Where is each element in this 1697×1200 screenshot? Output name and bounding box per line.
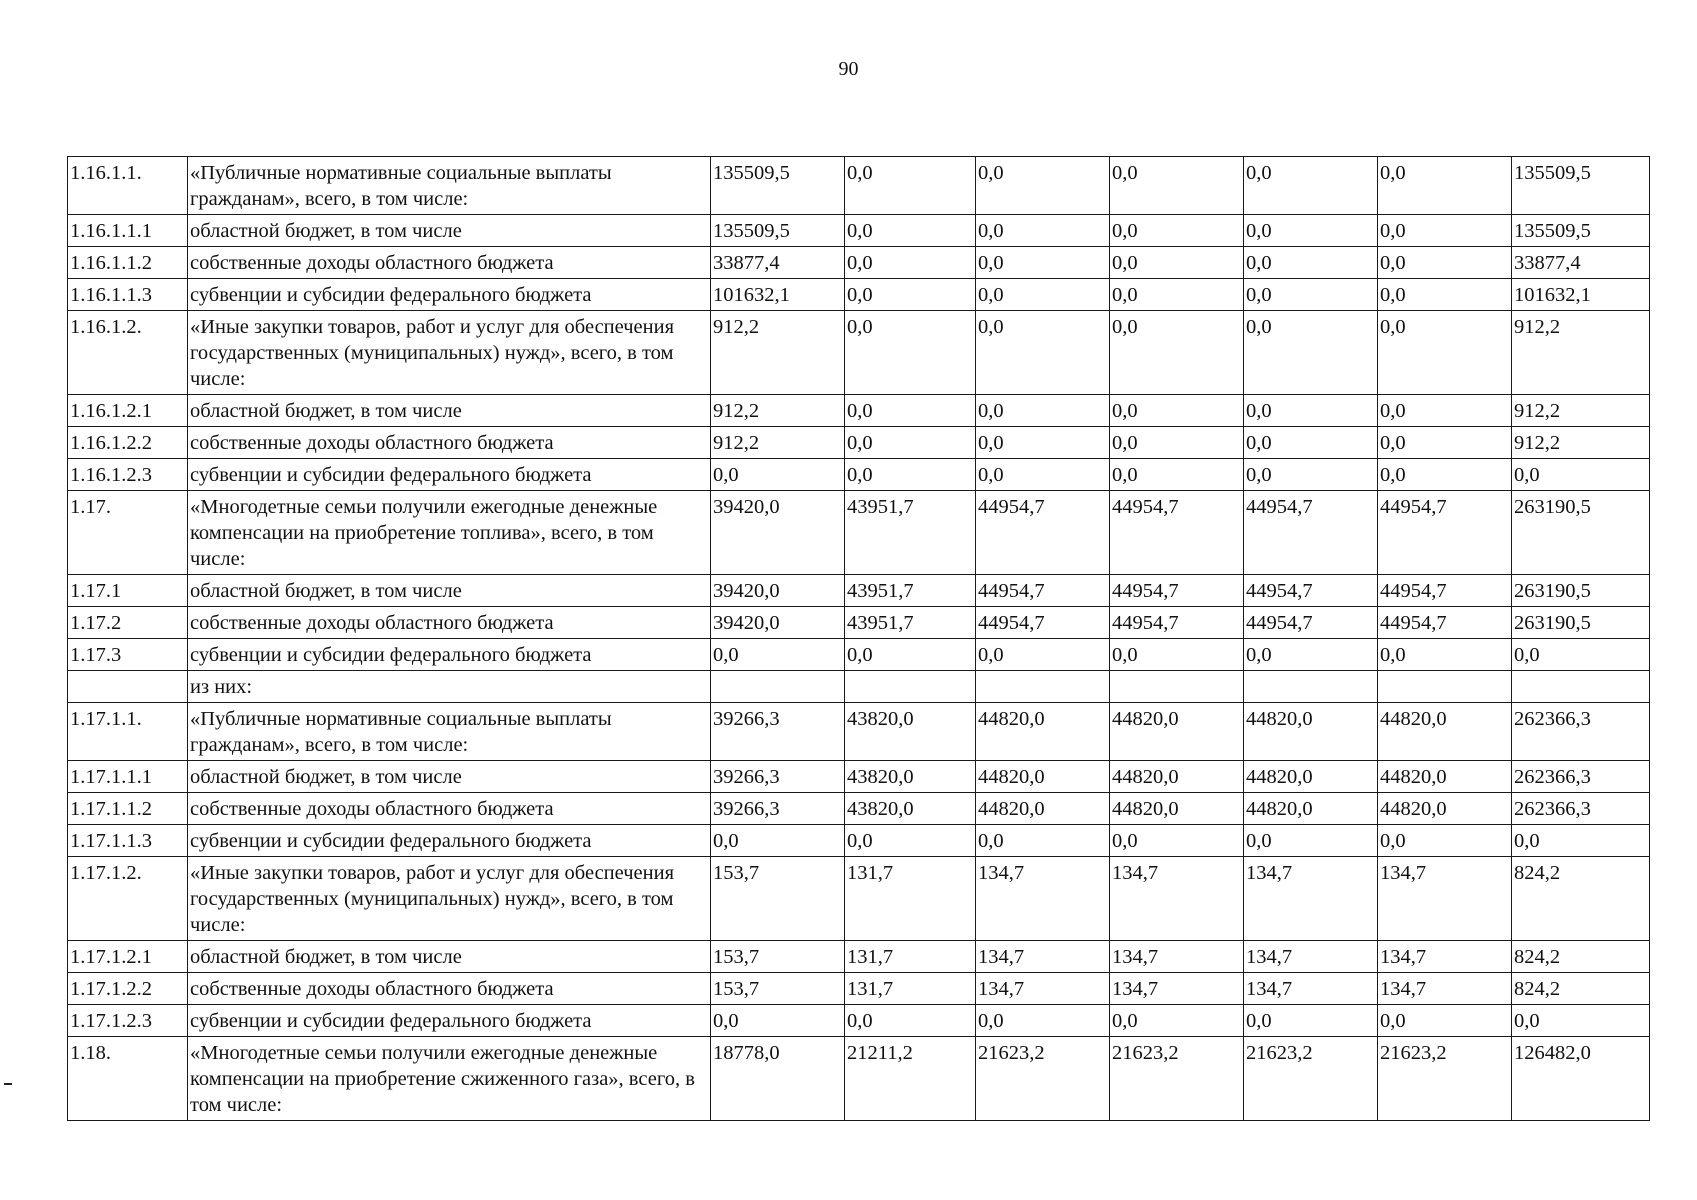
value-cell: 44954,7 <box>1110 607 1244 639</box>
row-code <box>68 671 188 703</box>
value-cell: 0,0 <box>1378 639 1512 671</box>
value-cell <box>1244 671 1378 703</box>
value-cell: 0,0 <box>1378 311 1512 395</box>
value-cell: 824,2 <box>1512 857 1650 941</box>
row-name: собственные доходы областного бюджета <box>188 427 711 459</box>
table-row <box>68 825 1650 857</box>
row-name: субвенции и субсидии федерального бюджета <box>188 459 711 491</box>
row-code: 1.16.1.1.1 <box>68 215 188 247</box>
value-cell: 44954,7 <box>1244 607 1378 639</box>
value-cell: 43951,7 <box>845 491 976 575</box>
row-code: 1.17.1.2.2 <box>68 973 188 1005</box>
table-row <box>68 1005 1650 1037</box>
value-cell <box>1110 671 1244 703</box>
value-cell: 101632,1 <box>711 279 845 311</box>
value-cell: 0,0 <box>845 215 976 247</box>
value-cell: 0,0 <box>1378 427 1512 459</box>
row-name: областной бюджет, в том числе <box>188 761 711 793</box>
table-row <box>68 215 1650 247</box>
row-code: 1.16.1.1.3 <box>68 279 188 311</box>
table-body <box>68 157 1650 1121</box>
row-code: 1.17.1.2.3 <box>68 1005 188 1037</box>
value-cell: 262366,3 <box>1512 703 1650 761</box>
table-row <box>68 491 1650 575</box>
value-cell: 135509,5 <box>711 215 845 247</box>
table-row <box>68 793 1650 825</box>
value-cell: 43951,7 <box>845 575 976 607</box>
value-cell: 0,0 <box>1378 215 1512 247</box>
value-cell: 21623,2 <box>1378 1037 1512 1121</box>
value-cell: 0,0 <box>1110 825 1244 857</box>
table-row <box>68 671 1650 703</box>
value-cell: 44954,7 <box>1378 607 1512 639</box>
table-row <box>68 973 1650 1005</box>
value-cell: 134,7 <box>1110 941 1244 973</box>
value-cell: 0,0 <box>845 247 976 279</box>
table-row <box>68 575 1650 607</box>
value-cell: 0,0 <box>1512 825 1650 857</box>
value-cell: 0,0 <box>1378 157 1512 215</box>
value-cell: 0,0 <box>1378 247 1512 279</box>
value-cell: 153,7 <box>711 941 845 973</box>
value-cell: 262366,3 <box>1512 761 1650 793</box>
value-cell: 135509,5 <box>1512 157 1650 215</box>
value-cell: 0,0 <box>1244 157 1378 215</box>
row-code: 1.16.1.2.2 <box>68 427 188 459</box>
value-cell: 0,0 <box>976 311 1110 395</box>
row-code: 1.17.2 <box>68 607 188 639</box>
table-row <box>68 279 1650 311</box>
value-cell: 0,0 <box>1244 247 1378 279</box>
value-cell: 134,7 <box>976 857 1110 941</box>
value-cell: 21623,2 <box>976 1037 1110 1121</box>
value-cell: 134,7 <box>1378 973 1512 1005</box>
value-cell: 153,7 <box>711 857 845 941</box>
row-code: 1.16.1.1. <box>68 157 188 215</box>
value-cell: 0,0 <box>1244 427 1378 459</box>
value-cell: 912,2 <box>711 395 845 427</box>
table-row <box>68 311 1650 395</box>
value-cell: 18778,0 <box>711 1037 845 1121</box>
value-cell: 0,0 <box>1110 157 1244 215</box>
value-cell: 0,0 <box>976 247 1110 279</box>
value-cell: 44954,7 <box>1378 491 1512 575</box>
value-cell: 44820,0 <box>1378 793 1512 825</box>
value-cell: 39266,3 <box>711 703 845 761</box>
value-cell: 0,0 <box>976 395 1110 427</box>
value-cell: 0,0 <box>976 1005 1110 1037</box>
value-cell: 33877,4 <box>1512 247 1650 279</box>
value-cell: 0,0 <box>1378 1005 1512 1037</box>
row-name: из них: <box>188 671 711 703</box>
value-cell: 0,0 <box>1110 1005 1244 1037</box>
row-code: 1.16.1.2.3 <box>68 459 188 491</box>
value-cell: 0,0 <box>1110 395 1244 427</box>
table-row <box>68 607 1650 639</box>
value-cell: 263190,5 <box>1512 491 1650 575</box>
value-cell: 263190,5 <box>1512 575 1650 607</box>
value-cell: 0,0 <box>976 157 1110 215</box>
value-cell: 0,0 <box>976 427 1110 459</box>
value-cell: 912,2 <box>1512 427 1650 459</box>
value-cell: 134,7 <box>1378 857 1512 941</box>
value-cell: 0,0 <box>1378 825 1512 857</box>
table-row <box>68 157 1650 215</box>
value-cell <box>711 671 845 703</box>
value-cell: 0,0 <box>976 459 1110 491</box>
row-name: субвенции и субсидии федерального бюджета <box>188 639 711 671</box>
value-cell: 0,0 <box>1512 1005 1650 1037</box>
value-cell: 912,2 <box>711 311 845 395</box>
row-code: 1.17.1.1.3 <box>68 825 188 857</box>
row-code: 1.17. <box>68 491 188 575</box>
value-cell: 0,0 <box>1110 247 1244 279</box>
table-row <box>68 459 1650 491</box>
row-name: областной бюджет, в том числе <box>188 395 711 427</box>
table-row <box>68 1037 1650 1121</box>
row-code: 1.17.1.1.2 <box>68 793 188 825</box>
value-cell: 44820,0 <box>1244 761 1378 793</box>
row-name: областной бюджет, в том числе <box>188 575 711 607</box>
value-cell: 912,2 <box>1512 395 1650 427</box>
value-cell: 44954,7 <box>1110 575 1244 607</box>
value-cell: 44820,0 <box>1378 761 1512 793</box>
value-cell: 0,0 <box>845 825 976 857</box>
value-cell: 21623,2 <box>1244 1037 1378 1121</box>
value-cell: 135509,5 <box>711 157 845 215</box>
value-cell: 0,0 <box>1512 639 1650 671</box>
value-cell: 0,0 <box>976 279 1110 311</box>
value-cell: 21211,2 <box>845 1037 976 1121</box>
value-cell: 0,0 <box>1244 395 1378 427</box>
value-cell: 135509,5 <box>1512 215 1650 247</box>
row-code: 1.16.1.2.1 <box>68 395 188 427</box>
value-cell: 824,2 <box>1512 973 1650 1005</box>
value-cell: 134,7 <box>1110 857 1244 941</box>
value-cell: 0,0 <box>845 311 976 395</box>
value-cell: 153,7 <box>711 973 845 1005</box>
value-cell: 0,0 <box>845 639 976 671</box>
value-cell: 0,0 <box>1110 459 1244 491</box>
value-cell: 44954,7 <box>976 607 1110 639</box>
value-cell: 131,7 <box>845 941 976 973</box>
value-cell: 44820,0 <box>976 793 1110 825</box>
value-cell: 33877,4 <box>711 247 845 279</box>
row-code: 1.17.1.1.1 <box>68 761 188 793</box>
row-name: собственные доходы областного бюджета <box>188 793 711 825</box>
row-code: 1.17.1.1. <box>68 703 188 761</box>
row-code: 1.17.1.2. <box>68 857 188 941</box>
row-name: областной бюджет, в том числе <box>188 215 711 247</box>
value-cell: 0,0 <box>845 459 976 491</box>
row-name: «Публичные нормативные социальные выплаты гражданам», всего, в том числе: <box>188 703 711 761</box>
row-name: «Публичные нормативные социальные выплаты гражданам», всего, в том числе: <box>188 157 711 215</box>
value-cell: 44954,7 <box>1244 575 1378 607</box>
value-cell: 0,0 <box>1110 311 1244 395</box>
value-cell: 0,0 <box>1110 427 1244 459</box>
value-cell: 134,7 <box>976 941 1110 973</box>
value-cell: 44820,0 <box>1110 793 1244 825</box>
row-name: собственные доходы областного бюджета <box>188 973 711 1005</box>
value-cell: 0,0 <box>1378 459 1512 491</box>
row-name: субвенции и субсидии федерального бюджета <box>188 1005 711 1037</box>
value-cell: 263190,5 <box>1512 607 1650 639</box>
value-cell: 0,0 <box>1110 279 1244 311</box>
value-cell: 43951,7 <box>845 607 976 639</box>
row-code: 1.16.1.2. <box>68 311 188 395</box>
value-cell: 44820,0 <box>976 703 1110 761</box>
value-cell: 21623,2 <box>1110 1037 1244 1121</box>
value-cell: 0,0 <box>1244 639 1378 671</box>
margin-mark <box>4 1083 12 1085</box>
row-code: 1.18. <box>68 1037 188 1121</box>
value-cell: 0,0 <box>711 459 845 491</box>
table-row <box>68 427 1650 459</box>
value-cell: 44820,0 <box>976 761 1110 793</box>
value-cell: 0,0 <box>1244 459 1378 491</box>
row-name: собственные доходы областного бюджета <box>188 607 711 639</box>
value-cell: 134,7 <box>1378 941 1512 973</box>
value-cell: 0,0 <box>845 1005 976 1037</box>
value-cell: 0,0 <box>711 825 845 857</box>
value-cell: 134,7 <box>1244 941 1378 973</box>
value-cell: 0,0 <box>1512 459 1650 491</box>
row-code: 1.16.1.1.2 <box>68 247 188 279</box>
value-cell: 0,0 <box>1244 311 1378 395</box>
value-cell: 44954,7 <box>1110 491 1244 575</box>
value-cell: 134,7 <box>1244 857 1378 941</box>
table-row <box>68 639 1650 671</box>
value-cell: 44820,0 <box>1378 703 1512 761</box>
table-row <box>68 761 1650 793</box>
value-cell <box>1378 671 1512 703</box>
table-row <box>68 857 1650 941</box>
row-name: областной бюджет, в том числе <box>188 941 711 973</box>
value-cell: 134,7 <box>976 973 1110 1005</box>
value-cell: 44954,7 <box>976 491 1110 575</box>
value-cell: 44954,7 <box>1244 491 1378 575</box>
value-cell: 0,0 <box>845 157 976 215</box>
row-name: субвенции и субсидии федерального бюджета <box>188 279 711 311</box>
row-name: «Многодетные семьи получили ежегодные денежные компенсации на приобретение сжиженного газа», всего, в том числе: <box>188 1037 711 1121</box>
row-name: «Иные закупки товаров, работ и услуг для обеспечения государственных (муниципальных) нужд», всего, в том числе: <box>188 311 711 395</box>
budget-table <box>67 156 1650 1121</box>
value-cell: 39266,3 <box>711 761 845 793</box>
value-cell <box>976 671 1110 703</box>
value-cell: 0,0 <box>1244 215 1378 247</box>
value-cell: 0,0 <box>845 427 976 459</box>
row-code: 1.17.1 <box>68 575 188 607</box>
row-code: 1.17.1.2.1 <box>68 941 188 973</box>
page-number: 90 <box>838 58 859 80</box>
value-cell: 0,0 <box>845 395 976 427</box>
value-cell: 101632,1 <box>1512 279 1650 311</box>
value-cell: 134,7 <box>1244 973 1378 1005</box>
table-row <box>68 941 1650 973</box>
value-cell: 44954,7 <box>1378 575 1512 607</box>
value-cell: 44820,0 <box>1110 703 1244 761</box>
value-cell: 0,0 <box>1378 279 1512 311</box>
value-cell: 44820,0 <box>1244 703 1378 761</box>
value-cell: 912,2 <box>1512 311 1650 395</box>
row-code: 1.17.3 <box>68 639 188 671</box>
value-cell: 0,0 <box>976 825 1110 857</box>
row-name: «Многодетные семьи получили ежегодные денежные компенсации на приобретение топлива», всего, в том числе: <box>188 491 711 575</box>
value-cell: 262366,3 <box>1512 793 1650 825</box>
value-cell: 0,0 <box>711 1005 845 1037</box>
value-cell: 0,0 <box>1244 825 1378 857</box>
table-row <box>68 395 1650 427</box>
row-name: «Иные закупки товаров, работ и услуг для обеспечения государственных (муниципальных) нужд», всего, в том числе: <box>188 857 711 941</box>
value-cell: 0,0 <box>1244 1005 1378 1037</box>
value-cell: 0,0 <box>1244 279 1378 311</box>
value-cell: 43820,0 <box>845 703 976 761</box>
value-cell: 126482,0 <box>1512 1037 1650 1121</box>
value-cell: 0,0 <box>1110 639 1244 671</box>
value-cell: 134,7 <box>1110 973 1244 1005</box>
value-cell: 39420,0 <box>711 575 845 607</box>
table-row <box>68 247 1650 279</box>
value-cell <box>845 671 976 703</box>
row-name: субвенции и субсидии федерального бюджета <box>188 825 711 857</box>
table-row <box>68 703 1650 761</box>
value-cell: 0,0 <box>711 639 845 671</box>
value-cell: 44820,0 <box>1244 793 1378 825</box>
value-cell: 39266,3 <box>711 793 845 825</box>
value-cell: 0,0 <box>1110 215 1244 247</box>
value-cell: 131,7 <box>845 857 976 941</box>
value-cell: 0,0 <box>976 639 1110 671</box>
value-cell: 39420,0 <box>711 607 845 639</box>
value-cell: 39420,0 <box>711 491 845 575</box>
value-cell: 0,0 <box>976 215 1110 247</box>
value-cell: 131,7 <box>845 973 976 1005</box>
value-cell: 43820,0 <box>845 793 976 825</box>
row-name: собственные доходы областного бюджета <box>188 247 711 279</box>
value-cell: 912,2 <box>711 427 845 459</box>
value-cell: 0,0 <box>845 279 976 311</box>
value-cell: 43820,0 <box>845 761 976 793</box>
value-cell: 44820,0 <box>1110 761 1244 793</box>
value-cell: 0,0 <box>1378 395 1512 427</box>
value-cell <box>1512 671 1650 703</box>
value-cell: 824,2 <box>1512 941 1650 973</box>
value-cell: 44954,7 <box>976 575 1110 607</box>
